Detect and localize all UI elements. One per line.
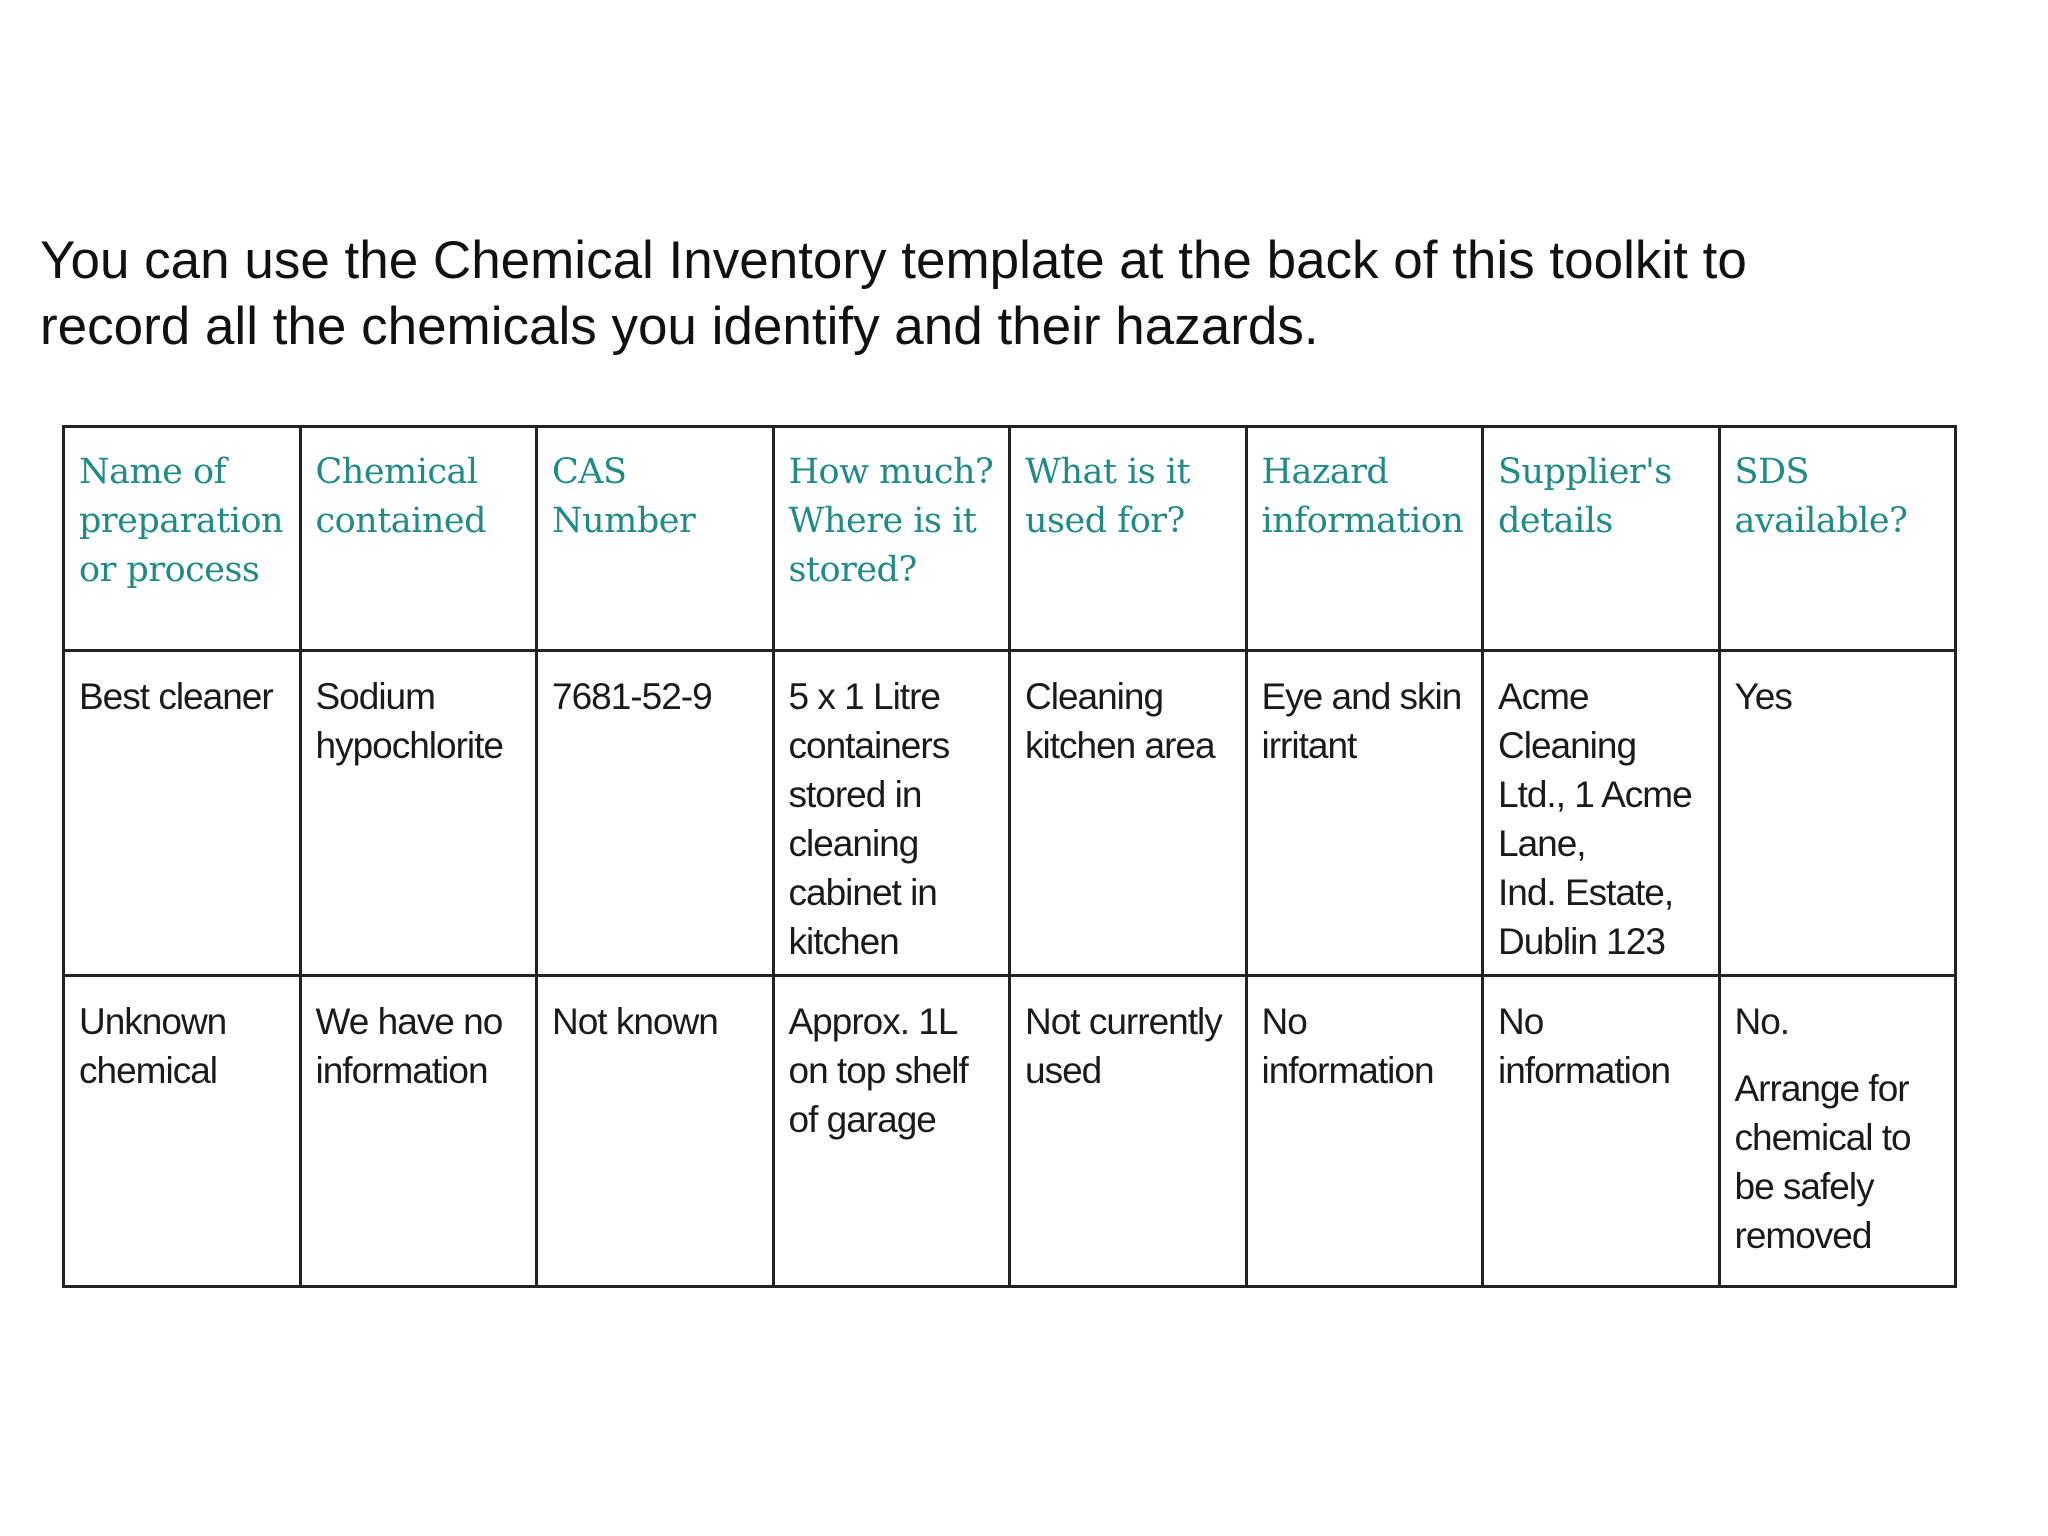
cell-line: information <box>1261 1050 1434 1091</box>
header-how-much-where-stored <box>773 427 1010 651</box>
cell-line: cleaning <box>788 823 919 864</box>
cell-line: of garage <box>788 1099 936 1140</box>
cell-supplier <box>1483 651 1720 976</box>
cell-line: Unknown <box>79 1001 227 1042</box>
intro-text <box>40 228 2000 360</box>
cell-line: Not known <box>552 1001 718 1042</box>
table-row <box>64 976 1956 1287</box>
header-line: Number <box>552 501 696 541</box>
cell-line: Acme <box>1498 676 1589 717</box>
cell-line: cabinet in <box>788 872 937 913</box>
header-sds-available <box>1719 427 1956 651</box>
cell-line: Cleaning <box>1498 725 1637 766</box>
cell-line: 5 x 1 Litre <box>788 676 940 717</box>
header-line: or process <box>79 550 260 590</box>
cell-supplier <box>1483 976 1720 1287</box>
header-line: CAS <box>552 452 627 492</box>
cell-quantity-location <box>773 976 1010 1287</box>
cell-cas-number <box>537 976 774 1287</box>
cell-line: hypochlorite <box>315 725 504 766</box>
cell-line: chemical <box>79 1050 217 1091</box>
header-line: preparation <box>79 501 284 541</box>
header-line: Hazard <box>1261 452 1389 492</box>
cell-use <box>1010 651 1247 976</box>
intro-line-2: record all the chemicals you identify and their hazards. <box>40 297 1319 356</box>
cell-sds <box>1719 976 1956 1287</box>
header-line: SDS <box>1734 452 1810 492</box>
header-line: contained <box>315 501 486 541</box>
cell-spacer <box>1735 1046 1947 1064</box>
chemical-inventory-table <box>62 425 1957 1288</box>
table-row <box>64 651 1956 976</box>
cell-line: Cleaning <box>1025 676 1164 717</box>
cell-line: We have no <box>315 1001 503 1042</box>
header-line: How much? <box>788 452 994 492</box>
cell-sds <box>1719 651 1956 976</box>
cell-quantity-location <box>773 651 1010 976</box>
cell-line: Ind. Estate, <box>1498 872 1674 913</box>
header-hazard-information <box>1246 427 1483 651</box>
header-suppliers-details <box>1483 427 1720 651</box>
cell-line: No. <box>1734 1001 1790 1042</box>
cell-hazard <box>1246 651 1483 976</box>
cell-line: information <box>315 1050 488 1091</box>
header-name-of-preparation <box>64 427 301 651</box>
cell-use <box>1010 976 1247 1287</box>
cell-line: Lane, <box>1498 823 1586 864</box>
cell-line: information <box>1498 1050 1671 1091</box>
header-line: What is it <box>1025 452 1191 492</box>
cell-line: kitchen area <box>1025 725 1215 766</box>
cell-line: stored in <box>788 774 922 815</box>
intro-line-1: You can use the Chemical Inventory template at the back of this toolkit to <box>40 231 1747 290</box>
header-line: information <box>1261 501 1464 541</box>
cell-line: chemical to <box>1734 1117 1911 1158</box>
cell-name <box>64 651 301 976</box>
header-line: details <box>1498 501 1613 541</box>
cell-chemical <box>300 651 537 976</box>
cell-chemical <box>300 976 537 1287</box>
cell-line: Arrange for <box>1734 1068 1909 1109</box>
header-row <box>64 427 1956 651</box>
cell-line: Eye and skin <box>1261 676 1462 717</box>
cell-line: Best cleaner <box>79 676 273 717</box>
header-cas-number <box>537 427 774 651</box>
cell-line: Dublin 123 <box>1498 921 1665 962</box>
header-line: Where is it <box>788 501 977 541</box>
header-line: stored? <box>788 550 917 590</box>
cell-line: Sodium <box>315 676 435 717</box>
cell-line: No <box>1261 1001 1307 1042</box>
header-what-used-for <box>1010 427 1247 651</box>
cell-line: removed <box>1734 1215 1872 1256</box>
cell-line: irritant <box>1261 725 1357 766</box>
cell-line: Not currently <box>1025 1001 1222 1042</box>
header-line: used for? <box>1025 501 1185 541</box>
cell-line: Ltd., 1 Acme <box>1498 774 1692 815</box>
cell-line: on top shelf <box>788 1050 968 1091</box>
cell-line: be safely <box>1734 1166 1874 1207</box>
header-line: Chemical <box>315 452 478 492</box>
cell-line: 7681-52-9 <box>552 676 712 717</box>
header-line: available? <box>1734 501 1908 541</box>
cell-line: No <box>1498 1001 1544 1042</box>
cell-hazard <box>1246 976 1483 1287</box>
cell-line: Yes <box>1734 676 1792 717</box>
header-line: Name of <box>79 452 227 492</box>
cell-line: used <box>1025 1050 1102 1091</box>
cell-line: Approx. 1L <box>788 1001 958 1042</box>
header-chemical-contained <box>300 427 537 651</box>
cell-line: containers <box>788 725 950 766</box>
cell-name <box>64 976 301 1287</box>
cell-cas-number <box>537 651 774 976</box>
header-line: Supplier's <box>1498 452 1672 492</box>
cell-line: kitchen <box>788 921 899 962</box>
